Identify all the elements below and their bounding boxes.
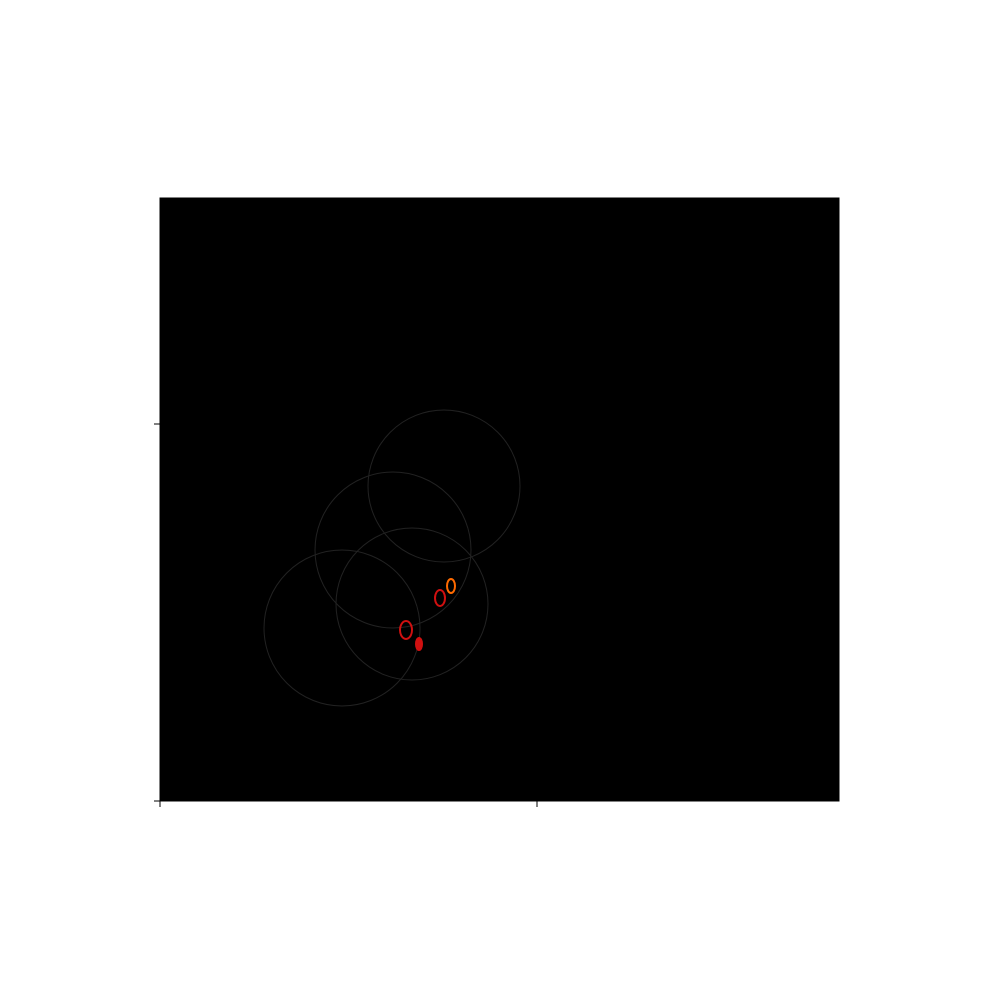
contour	[416, 638, 422, 650]
vorticity-shading	[160, 198, 839, 801]
